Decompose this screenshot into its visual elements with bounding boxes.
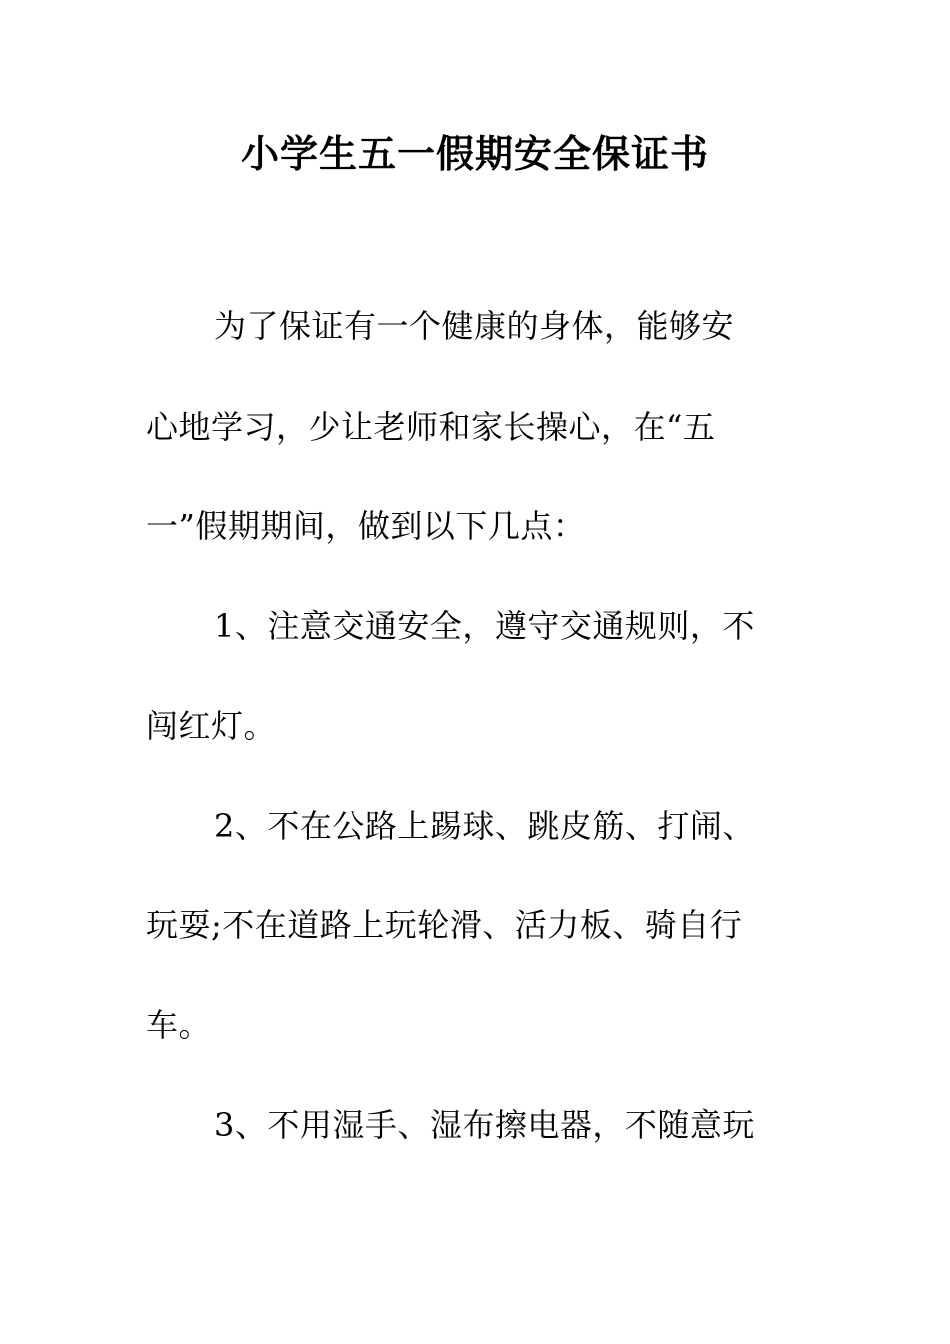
paragraph-line: 心地学习，少让老师和家长操心，在“五 <box>146 408 716 446</box>
document-title: 小学生五一假期安全保证书 <box>240 132 709 176</box>
list-item-line: 闯红灯。 <box>146 707 277 745</box>
list-item-line: 2、不在公路上踢球、跳皮筋、打闹、 <box>214 807 755 845</box>
list-item-line: 3、不用湿手、湿布擦电器，不随意玩 <box>214 1106 755 1144</box>
list-item-line: 1、注意交通安全，遵守交通规则，不 <box>214 607 755 645</box>
list-item-line: 车。 <box>146 1006 212 1044</box>
paragraph-line: 一”假期期间，做到以下几点： <box>146 507 586 545</box>
list-item-line: 玩耍;不在道路上玩轮滑、活力板、骑自行 <box>146 906 743 944</box>
paragraph-line: 为了保证有一个健康的身体，能够安 <box>214 307 735 345</box>
